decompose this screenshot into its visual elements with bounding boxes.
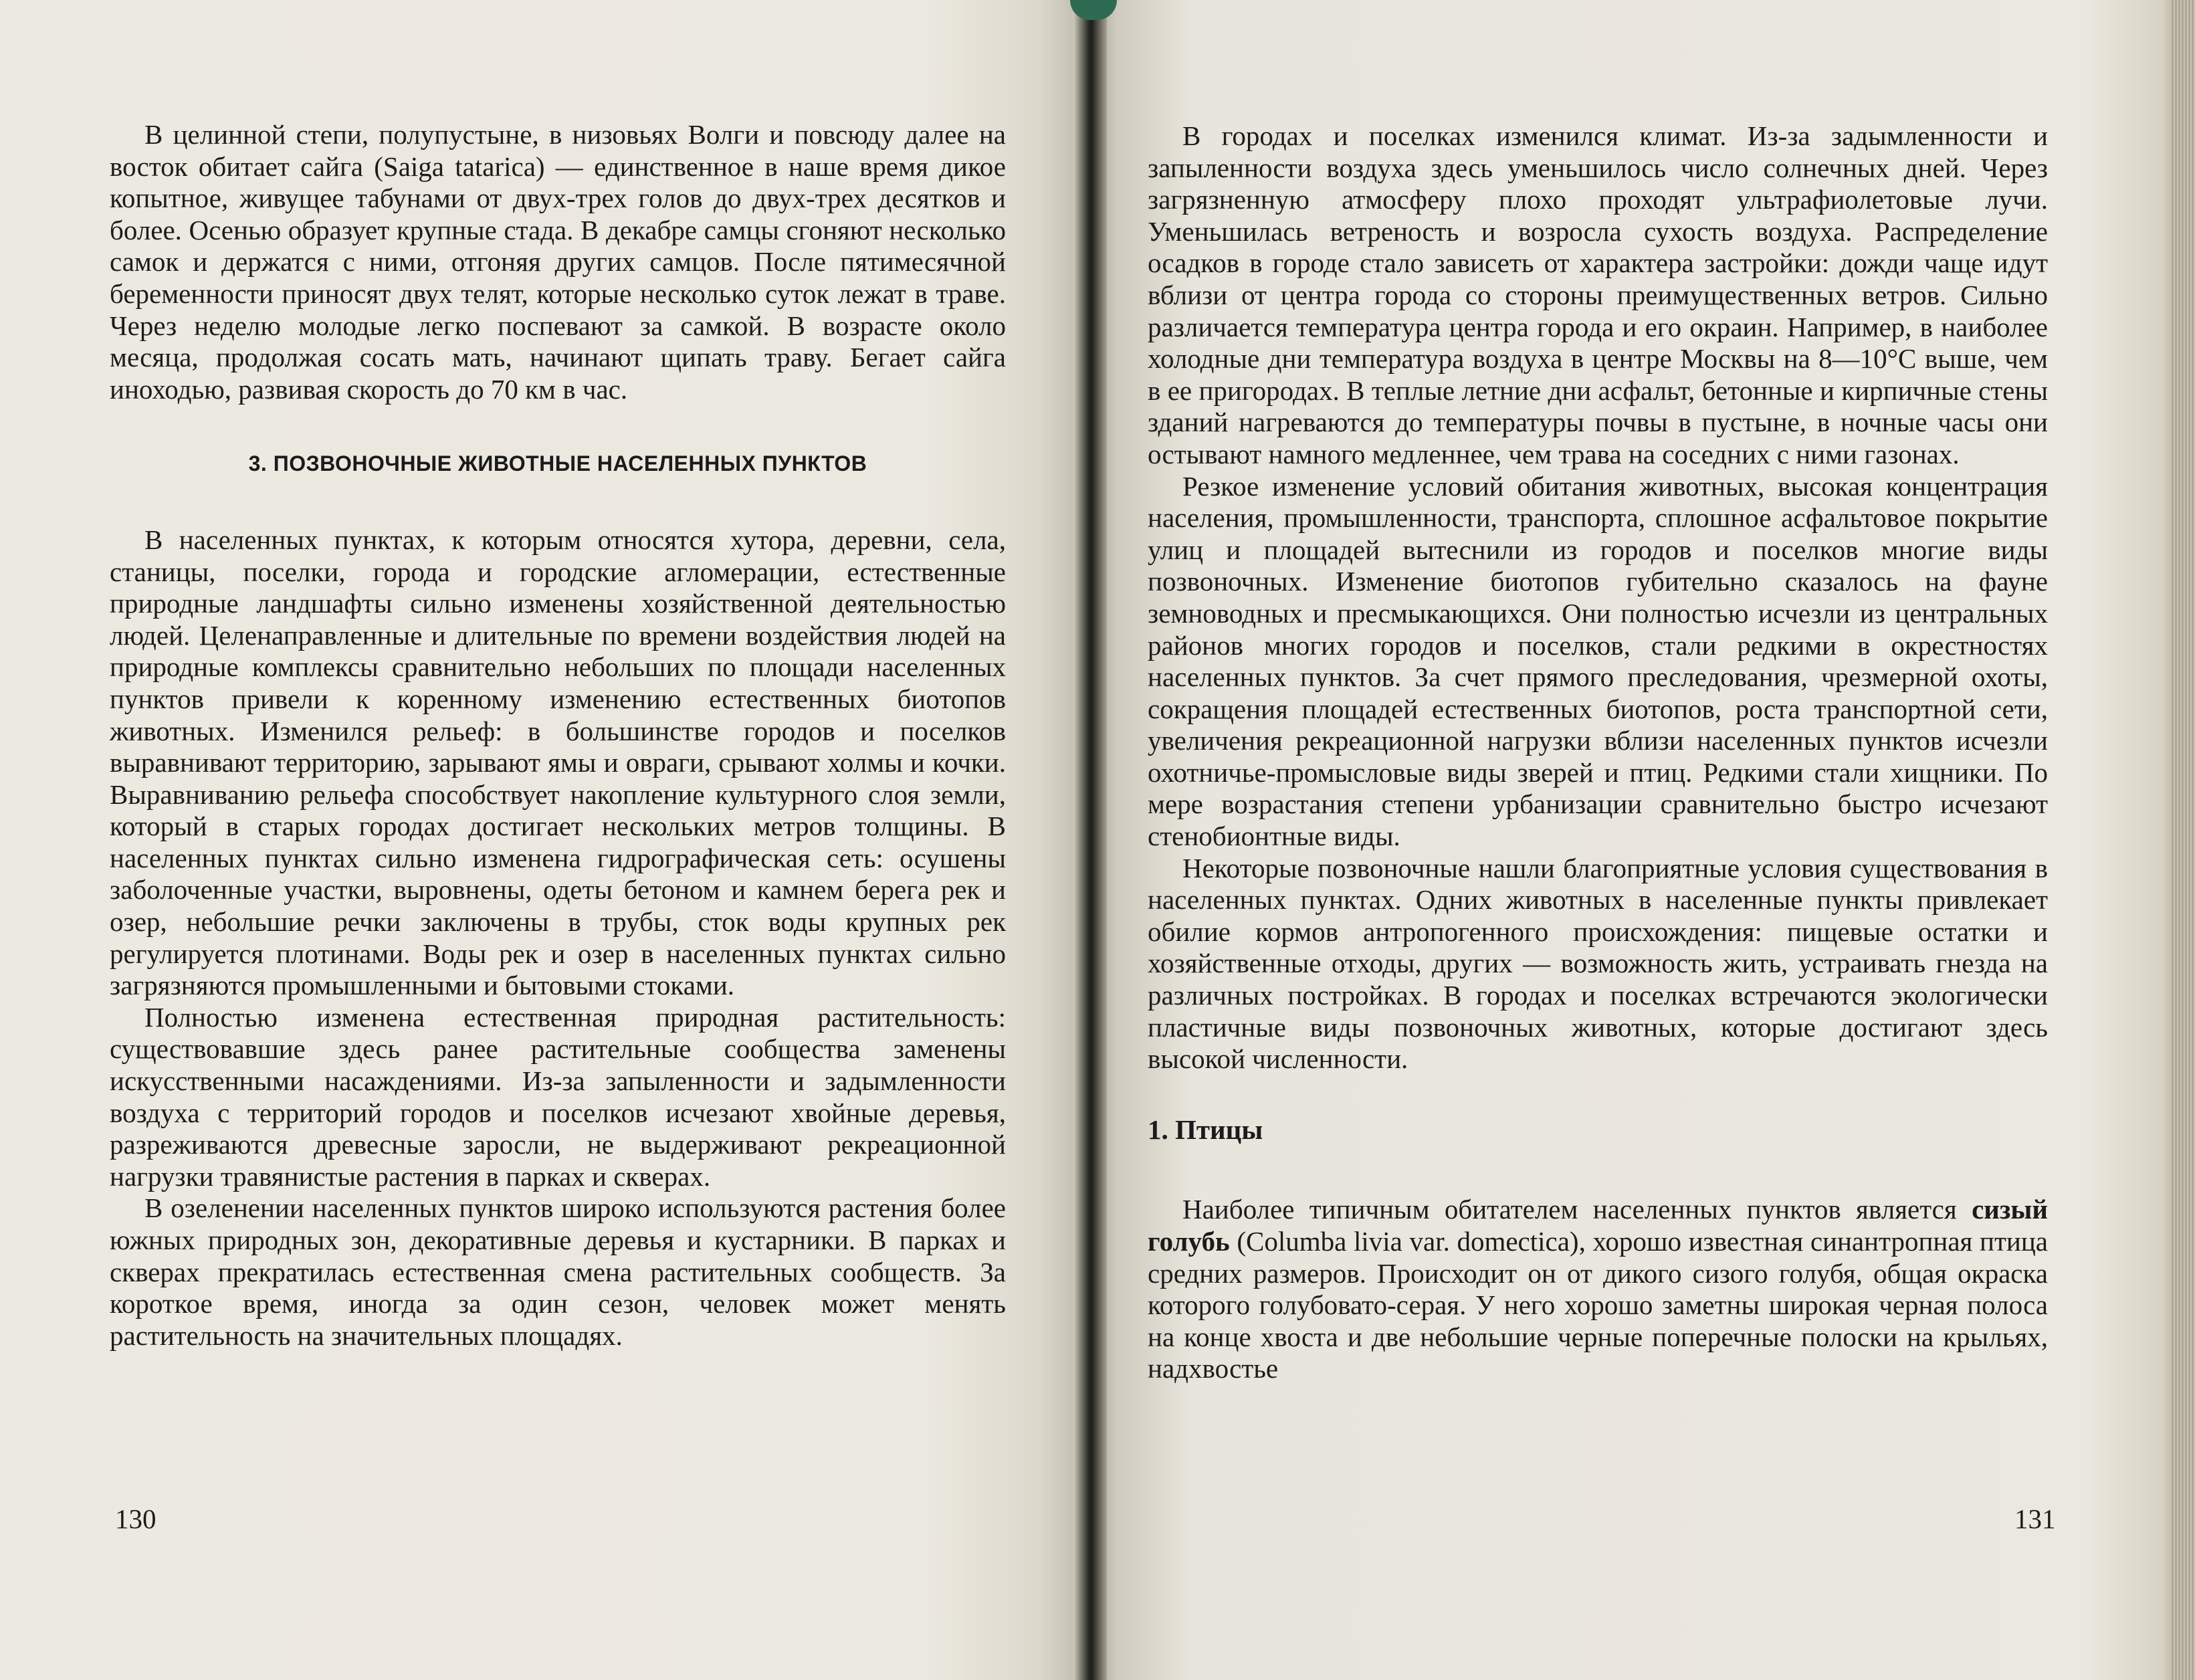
pigeon-paragraph-rest: (Columba livia var. domectica), хорошо известная синантропная птица средних размеров. Происходит он от дикого сизого голубя, общая окраска которого голубовато-серая. У него хорошо заметны широкая черная полоса на конце хвоста и две небольшие черные поперечные полоски на крыльях, надхвостье [1148, 1226, 2048, 1384]
saiga-paragraph: В целинной степи, полупустыне, в низовьях Волги и повсюду далее на восток обитает сайга (Saiga tatarica) — единственное в наше время дикое копытное, живущее табунами от двух-трех голов до двух-трех десятков и более. Осенью образует крупные стада. В декабре самцы сгоняют несколько самок и держатся с ними, отгоняя других самцов. После пятимесячной беременности приносят двух телят, которые несколько суток лежат в траве. Через неделю молодые легко поспевают за самкой. В возрасте около месяца, продолжая сосать мать, начинают щипать траву. Бегает сайга иноходью, развивая скорость до 70 км в час. [110, 119, 1006, 405]
section-heading: 3. ПОЗВОНОЧНЫЕ ЖИВОТНЫЕ НАСЕЛЕННЫХ ПУНКТОВ [248, 451, 867, 476]
greening-paragraph: В озеленении населенных пунктов широко используются растения более южных природных зон, декоративные деревья и кустарники. В парках и скверах прекратилась естественная смена растительных сообществ. За короткое время, иногда за один сезон, человек может менять растительность на значительных площадях. [110, 1192, 1006, 1351]
climate-paragraph: В городах и поселках изменился климат. Из-за задымленности и запыленности воздуха здесь уменьшилось число солнечных дней. Через загрязненную атмосферу плохо проходят ультрафиолетовые лучи. Уменьшилась ветреность и возросла сухость воздуха. Распределение осадков в городе стало зависеть от характера застройки: дожди чаще идут вблизи от центра города со стороны преимущественных ветров. Сильно различается температура центра города и его окраин. Например, в наиболее холодные дни температура воздуха в центре Москвы на 8—10°С выше, чем в ее пригородах. В теплые летние дни асфальт, бетонные и кирпичные стены зданий нагреваются до температуры почвы в пустыне, в ночные часы они остывают намного медленнее, чем трава на соседних с ними газонах. [1148, 120, 2048, 469]
settlements-paragraph: В населенных пунктах, к которым относятся хутора, деревни, села, станицы, поселки, города и городские агломерации, естественные природные ландшафты сильно изменены хозяйственной деятельностью людей. Целенаправленные и длительные по времени воздействия людей на природные комплексы сравнительно небольших по площади населенных пунктов привели к коренному изменению естественных биотопов животных. Изменился рельеф: в большинстве городов и поселков выравнивают территорию, зарывают ямы и овраги, срывают холмы и кочки. Выравниванию рельефа способствует накопление культурного слоя земли, который в старых городах достигает нескольких метров толщины. В населенных пунктах сильно изменена гидрографическая сеть: осушены заболоченные участки, выровнены, одеты бетоном и камнем берега рек и озер, небольшие речки заключены в трубы, сток воды крупных рек регулируется плотинами. Воды рек и озер в населенных пунктах сильно загрязняются промышленными и бытовыми стоками. [110, 524, 1006, 1001]
pigeon-paragraph [1148, 1194, 2048, 1385]
left-text-column [110, 119, 1006, 1352]
right-text-column [1148, 120, 2048, 1385]
page-edges [2171, 0, 2195, 1680]
book-spine [1073, 0, 1107, 1680]
page-number-left: 130 [115, 1503, 156, 1534]
vegetation-paragraph: Полностью изменена естественная природная растительность: существовавшие здесь ранее растительные сообщества заменены искусственными насаждениями. Из-за запыленности и задымленности воздуха с территорий городов и поселков исчезают хвойные деревья, разреживаются древесные заросли, не выдерживают рекреационной нагрузки травянистые растения в парках и скверах. [110, 1001, 1006, 1192]
left-page [0, 0, 1093, 1680]
pigeon-paragraph-start: Наиболее типичным обитателем населенных пунктов является [1182, 1194, 1972, 1225]
habitat-change-paragraph: Резкое изменение условий обитания животных, высокая концентрация населения, промышленности, транспорта, сплошное асфальтовое покрытие улиц и площадей вытеснили из городов и поселков многие виды позвоночных. Изменение биотопов губительно сказалось на фауне земноводных и пресмыкающихся. Они полностью исчезли из центральных районов многих городов и поселков, стали редкими в окрестностях населенных пунктов. За счет прямого преследования, чрезмерной охоты, сокращения площадей естественных биотопов, роста транспортной сети, увеличения рекреационной нагрузки вблизи населенных пунктов исчезли охотничье-промысловые виды зверей и птиц. Редкими стали хищники. По мере возрастания степени урбанизации сравнительно быстро исчезают стенобионтные виды. [1148, 470, 2048, 852]
birds-subheading: 1. Птицы [1148, 1114, 1263, 1145]
adapted-species-paragraph: Некоторые позвоночные нашли благоприятные условия существования в населенных пунктах. Одних животных в населенные пункты привлекает обилие кормов антропогенного происхождения: пищевые остатки и хозяйственные отходы, других — возможность жить, устраивать гнезда на различных постройках. В городах и поселках встречаются экологически пластичные виды позвоночных животных, которые достигают здесь высокой численности. [1148, 852, 2048, 1075]
page-number-right: 131 [2014, 1503, 2056, 1534]
pigeon-term: сизый голубь [1148, 1194, 2048, 1257]
